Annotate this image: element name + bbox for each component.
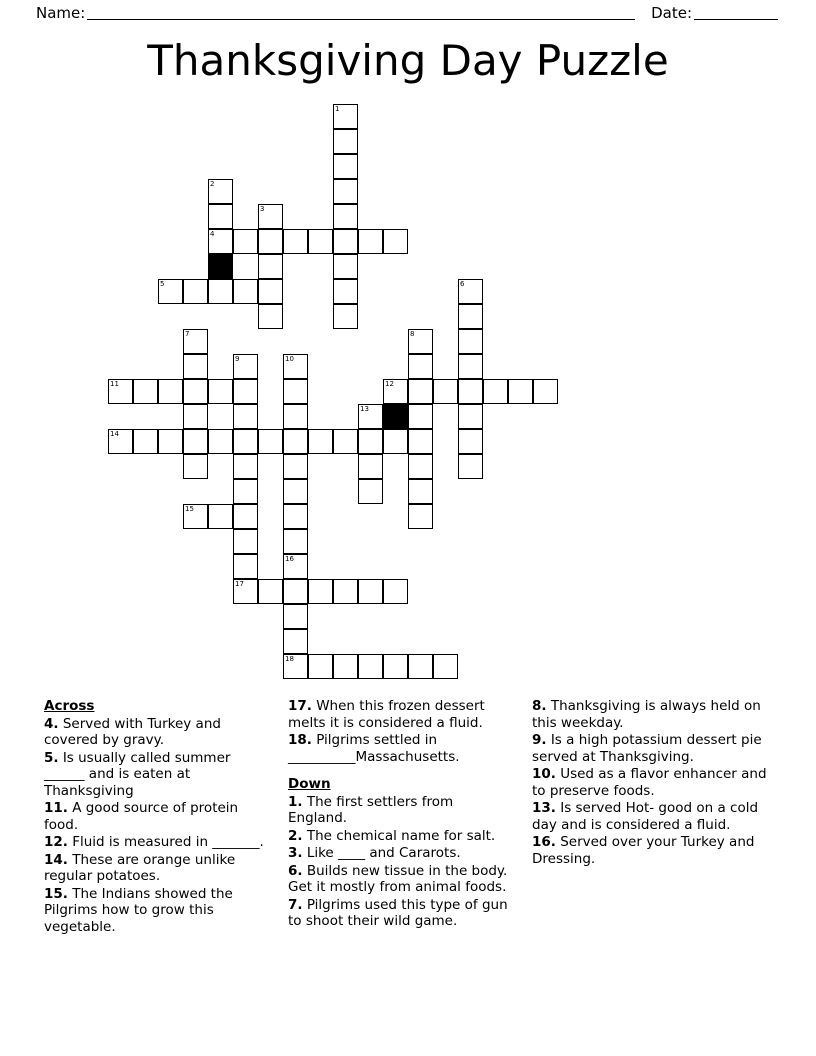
grid-cell[interactable] xyxy=(333,229,358,254)
grid-cell[interactable] xyxy=(458,329,483,354)
clue-text: Served with Turkey and covered by gravy. xyxy=(44,715,221,748)
grid-cell-number: 14 xyxy=(110,430,119,438)
grid-cell[interactable] xyxy=(408,404,433,429)
grid-cell[interactable] xyxy=(358,579,383,604)
grid-cell[interactable] xyxy=(208,429,233,454)
date-blank-line[interactable] xyxy=(694,6,778,20)
clue-text: These are orange unlike regular potatoes. xyxy=(44,851,236,884)
grid-cell[interactable] xyxy=(383,579,408,604)
clue-number: 5. xyxy=(44,749,59,766)
grid-cell[interactable] xyxy=(333,104,358,129)
grid-cell[interactable] xyxy=(283,554,308,579)
down-clue-list-part1 xyxy=(288,794,516,930)
grid-cell[interactable] xyxy=(508,379,533,404)
grid-cell-number: 10 xyxy=(285,355,294,363)
clue-text: The chemical name for salt. xyxy=(302,827,496,844)
grid-cell[interactable] xyxy=(208,204,233,229)
clues-section xyxy=(44,698,780,988)
grid-cell[interactable] xyxy=(258,279,283,304)
clue-text: Fluid is measured in _______. xyxy=(67,834,264,850)
grid-cell[interactable] xyxy=(283,454,308,479)
grid-cell[interactable] xyxy=(408,454,433,479)
grid-cell[interactable] xyxy=(183,379,208,404)
grid-cell[interactable] xyxy=(208,279,233,304)
grid-cell[interactable] xyxy=(358,454,383,479)
clue-item xyxy=(532,834,780,867)
grid-cell[interactable] xyxy=(333,204,358,229)
clue-text: Like ____ and Cararots. xyxy=(302,845,461,861)
grid-cell[interactable] xyxy=(333,579,358,604)
grid-cell[interactable] xyxy=(108,429,133,454)
grid-cell[interactable] xyxy=(283,529,308,554)
crossword-grid[interactable] xyxy=(108,104,708,694)
grid-cell[interactable] xyxy=(333,654,358,679)
clues-column-2 xyxy=(288,698,516,931)
grid-cell[interactable] xyxy=(308,229,333,254)
clue-item xyxy=(44,834,272,851)
grid-cell[interactable] xyxy=(283,404,308,429)
clue-text: A good source of protein food. xyxy=(44,800,239,833)
clue-number: 7. xyxy=(288,896,303,913)
name-date-header xyxy=(36,0,780,26)
clue-number: 11. xyxy=(44,800,68,816)
clue-item xyxy=(44,716,272,749)
clue-item xyxy=(532,698,780,731)
grid-cell[interactable] xyxy=(283,654,308,679)
grid-cell[interactable] xyxy=(258,229,283,254)
grid-cell[interactable] xyxy=(258,204,283,229)
grid-cell[interactable] xyxy=(208,379,233,404)
grid-cell[interactable] xyxy=(433,654,458,679)
clue-text: Thanksgiving is always held on this weekday. xyxy=(532,698,761,731)
clue-number: 14. xyxy=(44,851,68,868)
clue-item xyxy=(532,732,780,765)
grid-cell[interactable] xyxy=(233,229,258,254)
grid-cell[interactable] xyxy=(233,504,258,529)
grid-cell-number: 12 xyxy=(385,380,394,388)
grid-cell[interactable] xyxy=(283,379,308,404)
clue-text: Served over your Turkey and Dressing. xyxy=(532,834,755,867)
clue-item xyxy=(44,750,272,800)
clue-item xyxy=(288,732,516,765)
clue-number: 17. xyxy=(288,698,312,714)
grid-cell[interactable] xyxy=(283,354,308,379)
grid-cell[interactable] xyxy=(458,304,483,329)
clue-number: 4. xyxy=(44,715,59,732)
clue-text: Builds new tissue in the body. Get it mostly from animal foods. xyxy=(288,862,508,895)
down-clue-list-part2 xyxy=(532,698,780,867)
grid-cell[interactable] xyxy=(258,429,283,454)
grid-cell[interactable] xyxy=(233,354,258,379)
grid-cell[interactable] xyxy=(208,179,233,204)
page-title: Thanksgiving Day Puzzle xyxy=(147,36,669,85)
clue-number: 9. xyxy=(532,732,547,748)
grid-cell[interactable] xyxy=(333,254,358,279)
grid-cell[interactable] xyxy=(283,229,308,254)
grid-cell[interactable] xyxy=(458,404,483,429)
grid-cell-number: 16 xyxy=(285,555,294,563)
grid-cell[interactable] xyxy=(383,229,408,254)
clue-text: Pilgrims used this type of gun to shoot their wild game. xyxy=(288,896,508,929)
grid-cell[interactable] xyxy=(183,404,208,429)
name-label: Name: xyxy=(36,4,86,22)
grid-cell[interactable] xyxy=(233,479,258,504)
clue-number: 8. xyxy=(532,698,547,714)
grid-cell[interactable] xyxy=(308,429,333,454)
clue-item xyxy=(288,845,516,862)
grid-cell-number: 1 xyxy=(335,105,340,113)
grid-cell-number: 2 xyxy=(210,180,215,188)
grid-cell-blocked xyxy=(383,404,408,429)
grid-cell[interactable] xyxy=(383,379,408,404)
clue-text: Is a high potassium dessert pie served at Thanksgiving. xyxy=(532,732,762,765)
grid-cell[interactable] xyxy=(183,354,208,379)
clue-text: When this frozen dessert melts it is considered a fluid. xyxy=(288,698,485,731)
grid-cell[interactable] xyxy=(283,579,308,604)
clue-text: The Indians showed the Pilgrims how to grow this vegetable. xyxy=(44,885,233,935)
grid-cell[interactable] xyxy=(383,429,408,454)
crossword-grid-wrapper xyxy=(0,104,816,694)
grid-cell[interactable] xyxy=(458,354,483,379)
clue-number: 2. xyxy=(288,827,303,844)
grid-cell[interactable] xyxy=(458,279,483,304)
grid-cell[interactable] xyxy=(258,254,283,279)
clue-item xyxy=(288,897,516,930)
grid-cell[interactable] xyxy=(283,479,308,504)
clues-column-3 xyxy=(532,698,780,868)
clue-number: 12. xyxy=(44,834,68,850)
clue-item xyxy=(532,800,780,833)
column-spacer xyxy=(288,766,516,776)
grid-cell-number: 5 xyxy=(160,280,165,288)
clues-column-1 xyxy=(44,698,272,936)
grid-cell[interactable] xyxy=(158,379,183,404)
grid-cell[interactable] xyxy=(408,354,433,379)
down-heading: Down xyxy=(288,776,331,792)
grid-cell[interactable] xyxy=(408,479,433,504)
grid-cell[interactable] xyxy=(308,654,333,679)
grid-cell[interactable] xyxy=(258,579,283,604)
clue-number: 6. xyxy=(288,862,303,879)
grid-cell[interactable] xyxy=(458,379,483,404)
grid-cell[interactable] xyxy=(358,404,383,429)
grid-cell[interactable] xyxy=(333,179,358,204)
grid-cell-number: 4 xyxy=(210,230,215,238)
grid-cell[interactable] xyxy=(458,454,483,479)
grid-cell[interactable] xyxy=(433,379,458,404)
grid-cell-number: 6 xyxy=(460,280,465,288)
name-blank-line[interactable] xyxy=(87,6,635,20)
grid-cell[interactable] xyxy=(408,379,433,404)
grid-cell[interactable] xyxy=(233,404,258,429)
across-clue-list-part1 xyxy=(44,716,272,936)
clue-item xyxy=(44,800,272,833)
grid-cell[interactable] xyxy=(358,479,383,504)
grid-cell[interactable] xyxy=(483,379,508,404)
grid-cell[interactable] xyxy=(358,429,383,454)
grid-cell[interactable] xyxy=(133,429,158,454)
grid-cell[interactable] xyxy=(233,279,258,304)
grid-cell[interactable] xyxy=(233,554,258,579)
grid-cell-number: 8 xyxy=(410,330,415,338)
grid-cell[interactable] xyxy=(358,229,383,254)
grid-cell-number: 3 xyxy=(260,205,265,213)
grid-cell[interactable] xyxy=(208,504,233,529)
clue-item xyxy=(532,766,780,799)
grid-cell[interactable] xyxy=(233,579,258,604)
grid-cell[interactable] xyxy=(358,654,383,679)
clue-text: The first settlers from England. xyxy=(288,793,454,826)
grid-cell[interactable] xyxy=(233,529,258,554)
clue-item xyxy=(288,794,516,827)
grid-cell[interactable] xyxy=(408,429,433,454)
grid-cell-number: 18 xyxy=(285,655,294,663)
grid-cell-number: 9 xyxy=(235,355,240,363)
clue-text: Pilgrims settled in __________Massachusetts. xyxy=(288,732,460,765)
clue-number: 15. xyxy=(44,885,68,902)
clue-number: 18. xyxy=(288,732,312,748)
grid-cell[interactable] xyxy=(383,654,408,679)
grid-cell[interactable] xyxy=(233,454,258,479)
clue-text: Is served Hot- good on a cold day and is considered a fluid. xyxy=(532,800,759,833)
grid-cell[interactable] xyxy=(283,429,308,454)
clue-text: Used as a flavor enhancer and to preserve foods. xyxy=(532,766,767,799)
grid-cell[interactable] xyxy=(208,229,233,254)
grid-cell-number: 11 xyxy=(110,380,119,388)
clue-number: 16. xyxy=(532,834,556,850)
clue-text: Is usually called summer ______ and is eaten at Thanksgiving xyxy=(44,749,231,799)
grid-cell[interactable] xyxy=(183,279,208,304)
grid-cell[interactable] xyxy=(283,604,308,629)
grid-cell[interactable] xyxy=(333,429,358,454)
clue-item xyxy=(288,863,516,896)
grid-cell[interactable] xyxy=(533,379,558,404)
clue-item xyxy=(44,852,272,885)
grid-cell[interactable] xyxy=(283,504,308,529)
grid-cell[interactable] xyxy=(133,379,158,404)
grid-cell[interactable] xyxy=(408,504,433,529)
grid-cell[interactable] xyxy=(183,504,208,529)
grid-cell[interactable] xyxy=(233,429,258,454)
clue-number: 1. xyxy=(288,793,303,810)
grid-cell-number: 17 xyxy=(235,580,244,588)
clue-item xyxy=(44,886,272,936)
grid-cell-number: 7 xyxy=(185,330,190,338)
across-heading: Across xyxy=(44,698,95,714)
grid-cell[interactable] xyxy=(408,329,433,354)
clue-item xyxy=(288,828,516,845)
clue-number: 3. xyxy=(288,845,303,861)
grid-cell[interactable] xyxy=(333,154,358,179)
across-clue-list-part2 xyxy=(288,698,516,765)
grid-cell[interactable] xyxy=(183,454,208,479)
grid-cell[interactable] xyxy=(458,429,483,454)
grid-cell[interactable] xyxy=(108,379,133,404)
grid-cell[interactable] xyxy=(158,279,183,304)
grid-cell[interactable] xyxy=(158,429,183,454)
grid-cell-blocked xyxy=(208,254,233,279)
grid-cell[interactable] xyxy=(183,329,208,354)
grid-cell[interactable] xyxy=(233,379,258,404)
grid-cell[interactable] xyxy=(308,579,333,604)
grid-cell-number: 15 xyxy=(185,505,194,513)
grid-cell[interactable] xyxy=(333,129,358,154)
grid-cell-number: 13 xyxy=(360,405,369,413)
grid-cell[interactable] xyxy=(283,629,308,654)
grid-cell[interactable] xyxy=(183,429,208,454)
grid-cell[interactable] xyxy=(333,304,358,329)
date-label: Date: xyxy=(651,4,692,22)
grid-cell[interactable] xyxy=(258,304,283,329)
grid-cell[interactable] xyxy=(408,654,433,679)
clue-number: 13. xyxy=(532,800,556,816)
clue-number: 10. xyxy=(532,766,556,782)
clue-item xyxy=(288,698,516,731)
grid-cell[interactable] xyxy=(333,279,358,304)
